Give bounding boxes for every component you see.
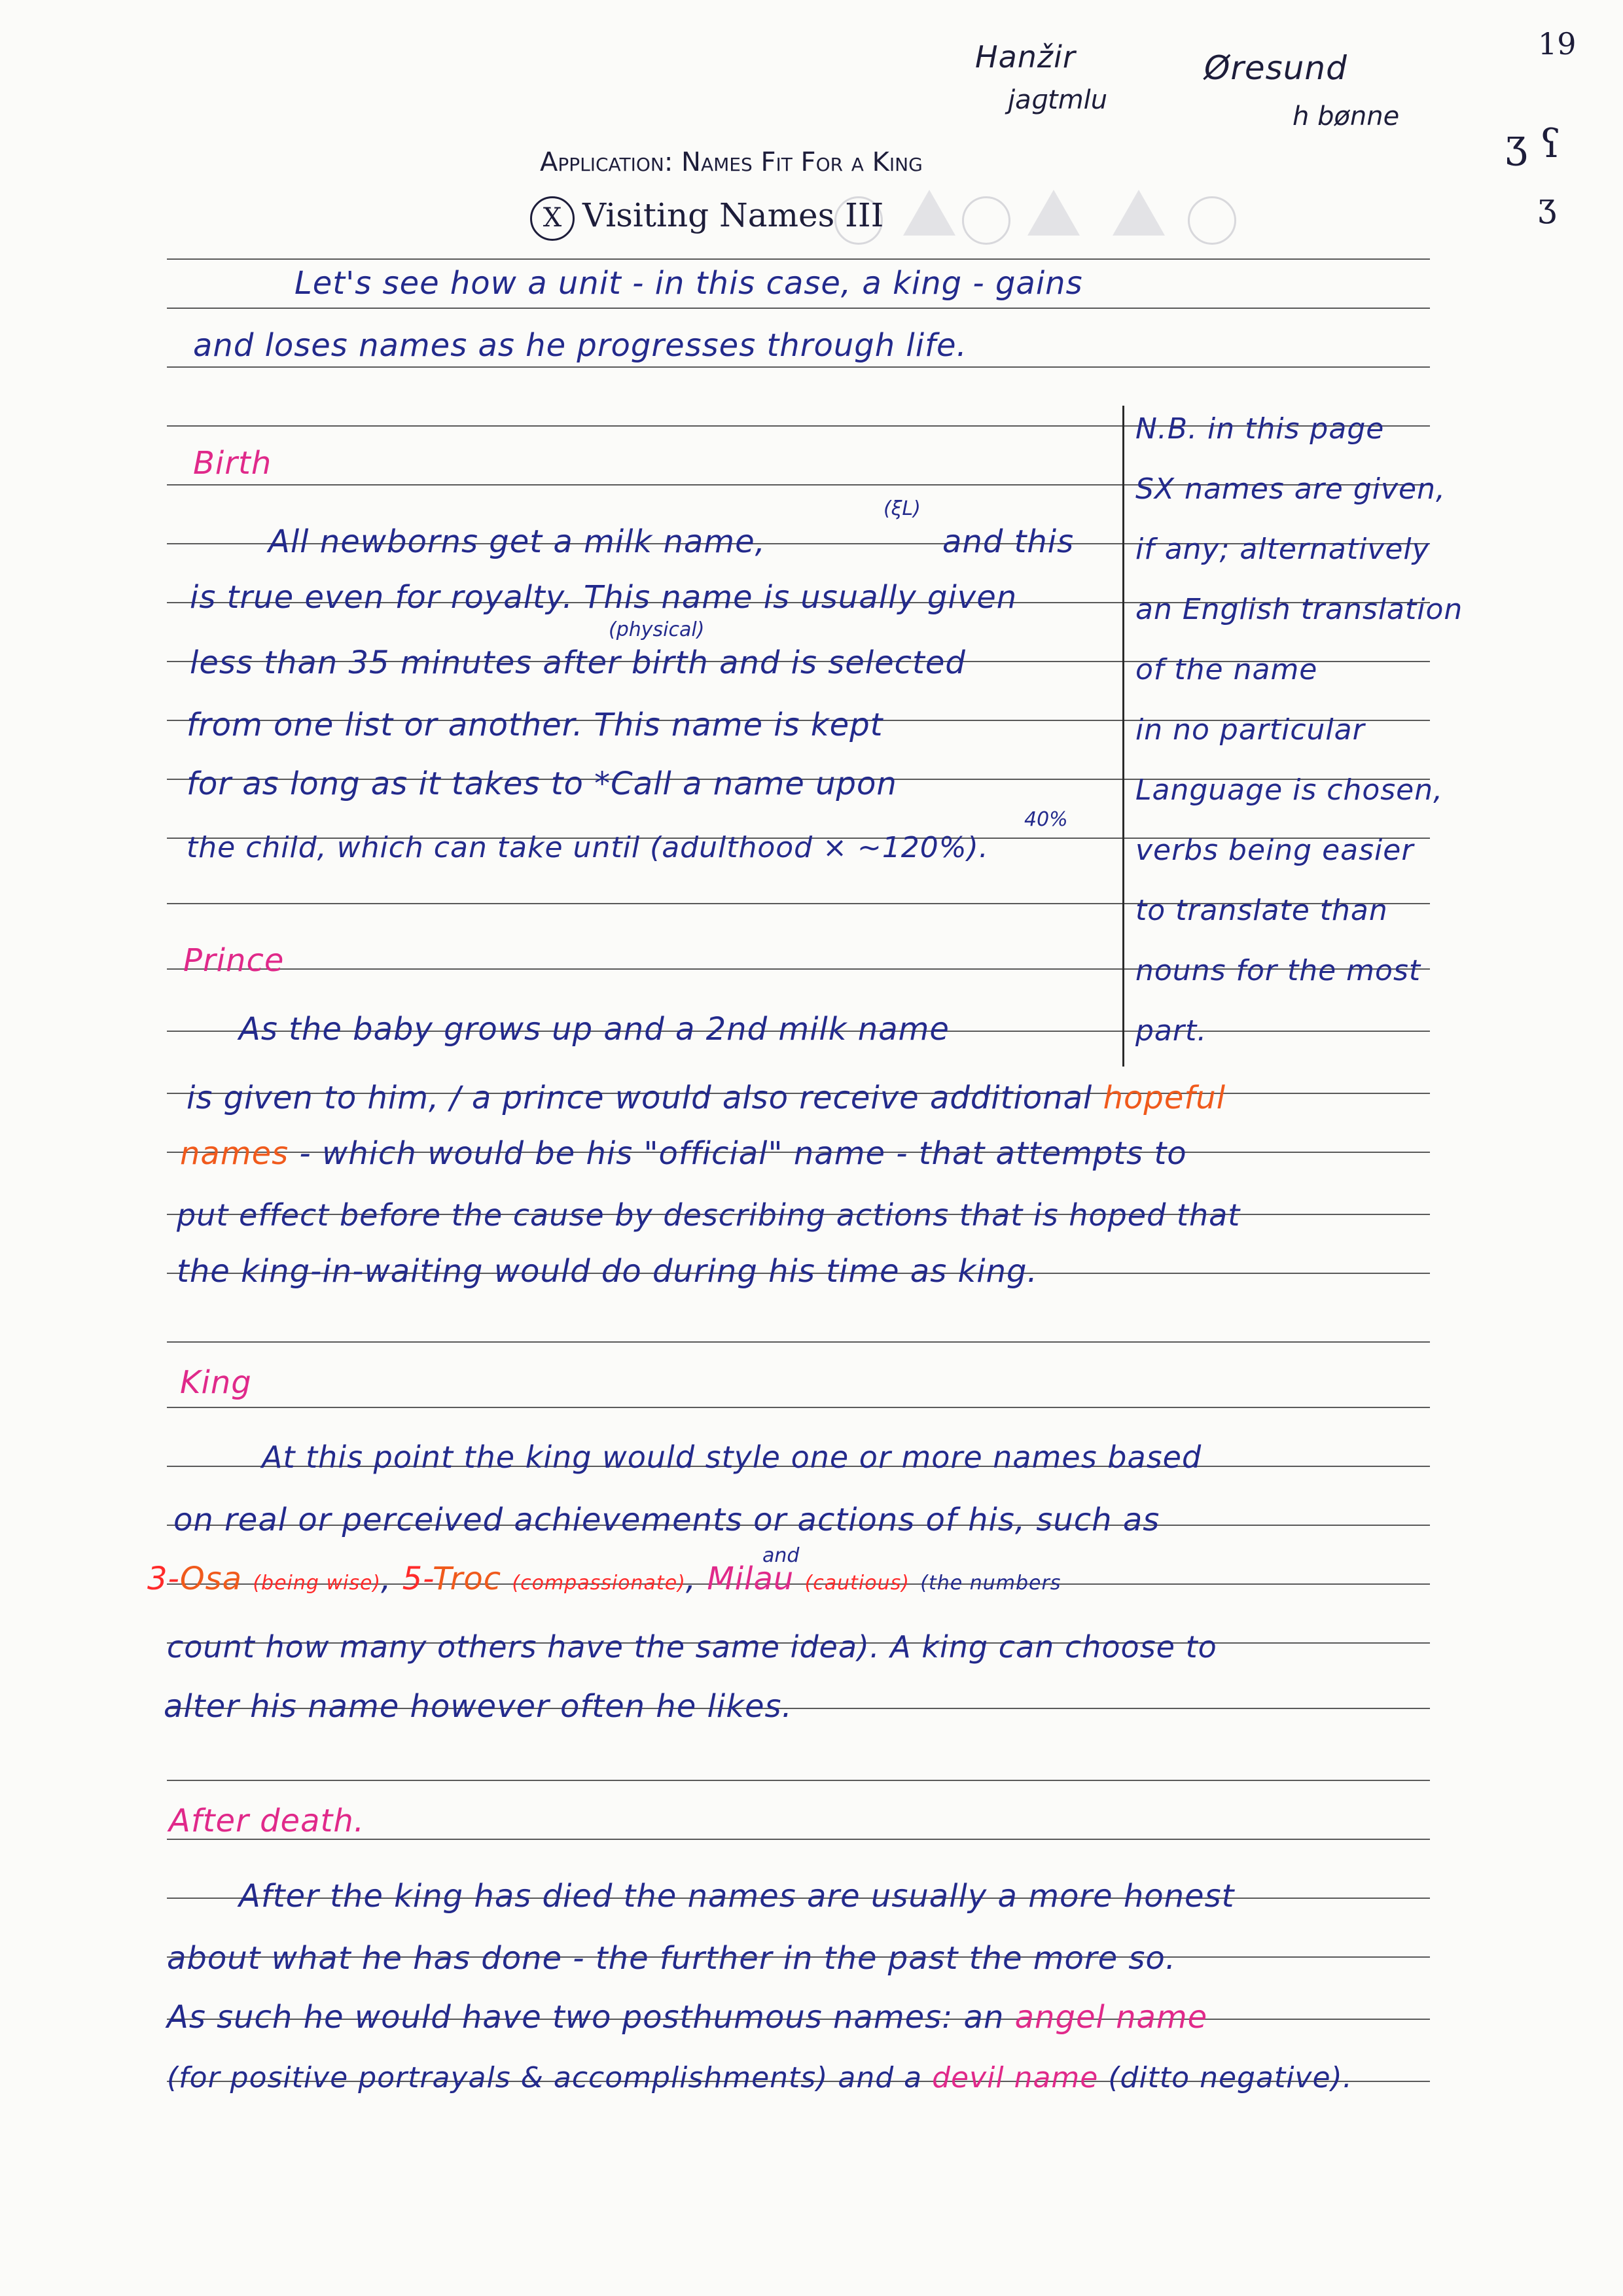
watermark-triangle bbox=[1113, 190, 1165, 236]
birth-line-3: less than 35 minutes after birth and is selected bbox=[190, 645, 966, 681]
birth-line-1b: and this bbox=[942, 523, 1075, 560]
ruled-line bbox=[167, 1341, 1430, 1343]
side-note-line: nouns for the most bbox=[1135, 954, 1421, 987]
term-angel-name: angel name bbox=[1014, 1999, 1208, 2036]
ruled-line bbox=[167, 1780, 1430, 1781]
birth-line-5: for as long as it takes to *Call a name upon bbox=[187, 766, 897, 802]
ruled-line bbox=[167, 1407, 1430, 1408]
watermark-triangle bbox=[1027, 190, 1080, 236]
after-line-4-text: (for positive portrayals & accomplishments) and a bbox=[167, 2061, 923, 2094]
term-names: names bbox=[180, 1135, 289, 1172]
intro-line-2: and loses names as he progresses through life. bbox=[193, 327, 967, 364]
author-name-1: Hanžir bbox=[975, 39, 1076, 75]
side-note-line: SX names are given, bbox=[1135, 472, 1446, 506]
prince-line-3 bbox=[180, 1135, 1187, 1172]
side-note-line: verbs being easier bbox=[1135, 834, 1414, 867]
author-name-1-script: jaɡtmlu bbox=[1008, 85, 1108, 115]
milk-name-glyph: (ξL) bbox=[883, 497, 921, 520]
side-note-line: part. bbox=[1135, 1014, 1207, 1048]
prince-line-1: As the baby grows up and a 2nd milk name bbox=[239, 1011, 950, 1048]
ruled-line bbox=[167, 366, 1430, 368]
section-heading-king: King bbox=[180, 1364, 252, 1401]
intro-line-1: Let's see how a unit - in this case, a king - gains bbox=[294, 265, 1083, 302]
birth-line-6: the child, which can take until (adulthood × ~120%). bbox=[187, 831, 989, 864]
term-hopeful: hopeful bbox=[1103, 1080, 1226, 1116]
title-circled-mark: X bbox=[530, 196, 575, 241]
after-line-4-tail: (ditto negative). bbox=[1108, 2061, 1353, 2094]
title-text: Visiting Names III bbox=[582, 196, 884, 234]
example-count: 3- bbox=[147, 1561, 180, 1597]
margin-divider bbox=[1122, 406, 1124, 1067]
king-line-1: At this point the king would style one or more names based bbox=[262, 1439, 1202, 1475]
after-line-4 bbox=[167, 2061, 1353, 2094]
page-number: 19 bbox=[1538, 26, 1577, 62]
page-title bbox=[530, 196, 883, 241]
birth-line-2: is true even for royalty. This name is usually given bbox=[190, 579, 1018, 616]
ruled-line bbox=[167, 258, 1430, 260]
king-line-2: on real or perceived achievements or actions of his, such as bbox=[173, 1502, 1160, 1538]
side-note-line: N.B. in this page bbox=[1135, 412, 1385, 446]
section-heading-prince: Prince bbox=[183, 942, 285, 979]
script-glyph-mark: ʒ ʕ bbox=[1505, 121, 1561, 167]
ruled-line bbox=[167, 308, 1430, 309]
birth-line-4: from one list or another. This name is kept bbox=[187, 707, 883, 743]
birth-insert-percent: 40% bbox=[1024, 808, 1068, 831]
example-gloss: (being wise) bbox=[253, 1572, 382, 1595]
after-line-2: about what he has done - the further in the past the more so. bbox=[167, 1940, 1177, 1977]
side-note-line: Language is chosen, bbox=[1135, 773, 1444, 807]
term-devil-name: devil name bbox=[932, 2061, 1099, 2094]
king-line-3-tail: (the numbers bbox=[920, 1572, 1061, 1595]
example-name: Troc bbox=[433, 1561, 502, 1597]
author-name-2-script: h bønne bbox=[1293, 101, 1400, 132]
author-name-2: Øresund bbox=[1204, 49, 1347, 87]
side-note-line: of the name bbox=[1135, 653, 1318, 686]
side-note-line: in no particular bbox=[1135, 713, 1365, 747]
side-note-line: an English translation bbox=[1135, 593, 1463, 626]
birth-insert-physical: (physical) bbox=[609, 618, 705, 641]
prince-line-2 bbox=[187, 1080, 1226, 1116]
prince-line-5: the king-in-waiting would do during his time as king. bbox=[177, 1253, 1038, 1290]
script-glyph-mark: ʒ bbox=[1538, 186, 1557, 224]
birth-line-1: All newborns get a milk name, bbox=[268, 523, 766, 560]
prince-line-3-text: - which would be his "official" name - that attempts to bbox=[299, 1135, 1187, 1172]
king-line-4: count how many others have the same idea). A king can choose to bbox=[167, 1629, 1217, 1665]
example-name: Osa bbox=[179, 1561, 243, 1597]
king-line-3: 3-Osa (being wise), 5-Troc (compassionate), Milau (cautious) (the numbers bbox=[147, 1561, 1061, 1597]
watermark-circle bbox=[962, 196, 1010, 245]
after-line-1: After the king has died the names are usually a more honest bbox=[239, 1878, 1235, 1915]
example-name: Milau bbox=[707, 1561, 794, 1597]
prince-line-2-text: is given to him, / a prince would also receive additional bbox=[187, 1080, 1093, 1116]
after-line-3 bbox=[167, 1999, 1207, 2036]
side-note-line: to translate than bbox=[1135, 894, 1388, 927]
example-count: 5- bbox=[402, 1561, 433, 1597]
application-heading: Application: Names Fit For a King bbox=[540, 147, 923, 177]
prince-line-4: put effect before the cause by describing actions that is hoped that bbox=[177, 1197, 1241, 1233]
insert-and: and bbox=[762, 1544, 800, 1567]
section-heading-birth: Birth bbox=[193, 445, 272, 482]
watermark-circle bbox=[1188, 196, 1236, 245]
example-gloss: (compassionate) bbox=[512, 1572, 686, 1595]
section-heading-after-death: After death. bbox=[169, 1803, 365, 1839]
example-gloss: (cautious) bbox=[804, 1572, 910, 1595]
side-note-line: if any; alternatively bbox=[1135, 533, 1430, 566]
king-line-5: alter his name however often he likes. bbox=[164, 1688, 793, 1725]
after-line-3-text: As such he would have two posthumous names: an bbox=[167, 1999, 1005, 2036]
watermark-triangle bbox=[903, 190, 955, 236]
